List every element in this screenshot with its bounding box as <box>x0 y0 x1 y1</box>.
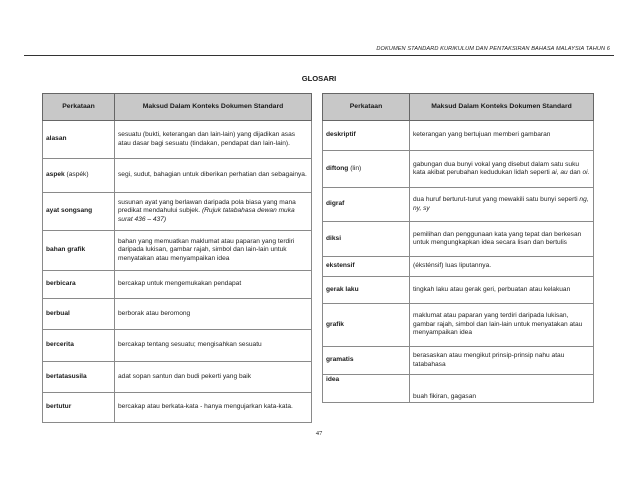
definition-cell: sesuatu (bukti, keterangan dan lain-lain) yang dijadikan asas atau dasar bagi sesuatu (tindakan, pendapat dan lain-lain). <box>115 121 312 159</box>
page-title: GLOSARI <box>301 74 337 83</box>
term-cell: berbicara <box>43 271 115 299</box>
column-header-definition: Maksud Dalam Konteks Dokumen Standard <box>115 94 312 121</box>
table-row <box>323 151 594 188</box>
term-cell: gerak laku <box>323 277 410 304</box>
definition-cell: keterangan yang bertujuan memberi gambaran <box>410 121 594 151</box>
term-cell: alasan <box>43 121 115 159</box>
definition-example: ng, ny, sy <box>413 196 589 212</box>
table-row <box>43 159 312 193</box>
term-cell <box>43 159 115 193</box>
table-row <box>323 188 594 222</box>
definition-cell: berasaskan atau mengikut prinsip-prinsip nahu atau tatabahasa <box>410 347 594 375</box>
table-row <box>43 121 312 159</box>
term-cell: digraf <box>323 188 410 222</box>
table-row <box>323 121 594 151</box>
definition-cell: tingkah laku atau gerak geri, perbuatan atau kelakuan <box>410 277 594 304</box>
term-text: aspek <box>46 171 65 179</box>
table-row <box>323 257 594 277</box>
running-header: DOKUMEN STANDARD KURIKULUM DAN PENTAKSIRAN BAHASA MALAYSIA TAHUN 6 <box>376 46 610 52</box>
definition-example: ai, au <box>551 169 568 176</box>
definition-cell: pemilihan dan penggunaan kata yang tepat dan berkesan untuk mengungkapkan idea secara lisan dan bertulis <box>410 222 594 257</box>
page-number: 47 <box>315 430 323 437</box>
table-row <box>323 277 594 304</box>
header-rule <box>24 55 614 56</box>
glossary-table-right <box>322 93 594 403</box>
term-cell: bertatasusila <box>43 362 115 393</box>
definition-cell: bercakap untuk mengemukakan pendapat <box>115 271 312 299</box>
table-row <box>43 393 312 423</box>
definition-cell: segi, sudut, bahagian untuk diberikan perhatian dan sebagainya. <box>115 159 312 193</box>
column-header-definition: Maksud Dalam Konteks Dokumen Standard <box>410 94 594 121</box>
definition-cell: (éksténsif) luas liputannya. <box>410 257 594 277</box>
term-cell: bahan grafik <box>43 231 115 271</box>
term-pronunciation: (aspék) <box>66 171 89 179</box>
term-cell: ayat songsang <box>43 193 115 231</box>
column-header-term: Perkataan <box>43 94 115 121</box>
table-row <box>323 222 594 257</box>
glossary-table-left <box>42 93 312 423</box>
term-abbrev: (lin) <box>350 164 362 172</box>
definition-cell <box>410 151 594 188</box>
table-row <box>43 271 312 299</box>
term-cell: grafik <box>323 304 410 347</box>
table-row <box>323 304 594 347</box>
table-row <box>43 193 312 231</box>
table-row <box>43 330 312 362</box>
definition-cell: adat sopan santun dan budi pekerti yang baik <box>115 362 312 393</box>
term-cell: gramatis <box>323 347 410 375</box>
table-row <box>43 362 312 393</box>
term-cell: bercerita <box>43 330 115 362</box>
definition-note: (Rujuk tatabahasa dewan muka surat 436 – 437) <box>118 207 295 223</box>
term-cell: ekstensif <box>323 257 410 277</box>
definition-cell: buah fikiran, gagasan <box>410 375 594 403</box>
term-cell: berbual <box>43 299 115 330</box>
definition-cell: bercakap atau berkata-kata - hanya mengujarkan kata-kata. <box>115 393 312 423</box>
definition-cell: bahan yang memuatkan maklumat atau paparan yang terdiri daripada lukisan, gambar rajah, simbol dan lain-lain untuk menyatakan atau menyampaikan idea <box>115 231 312 271</box>
table-row <box>43 299 312 330</box>
term-cell: bertutur <box>43 393 115 423</box>
definition-text: dua huruf berturut-turut yang mewakili satu bunyi seperti <box>413 196 578 203</box>
definition-cell: bercakap tentang sesuatu; mengisahkan sesuatu <box>115 330 312 362</box>
definition-cell: maklumat atau paparan yang terdiri daripada lukisan, gambar rajah, simbol dan lain-lain untuk menyatakan atau menyampaikan idea <box>410 304 594 347</box>
table-row <box>43 231 312 271</box>
term-text: diftong <box>326 164 349 172</box>
term-cell <box>323 151 410 188</box>
definition-cell <box>410 188 594 222</box>
definition-connector: dan <box>569 169 581 176</box>
definition-cell <box>115 193 312 231</box>
definition-example: oi. <box>582 169 590 176</box>
table-row <box>323 347 594 375</box>
term-cell: diksi <box>323 222 410 257</box>
definition-text: susunan ayat yang berlawan daripada pola biasa yang mana predikat mendahului subjek. <box>118 198 296 215</box>
term-cell: deskriptif <box>323 121 410 151</box>
term-cell: idea <box>323 375 410 403</box>
definition-text: gabungan dua bunyi vokal yang disebut dalam satu suku kata akibat perubahan kedudukan lidah seperti <box>413 160 580 176</box>
table-row <box>323 375 594 403</box>
definition-cell: berborak atau beromong <box>115 299 312 330</box>
column-header-term: Perkataan <box>323 94 410 121</box>
